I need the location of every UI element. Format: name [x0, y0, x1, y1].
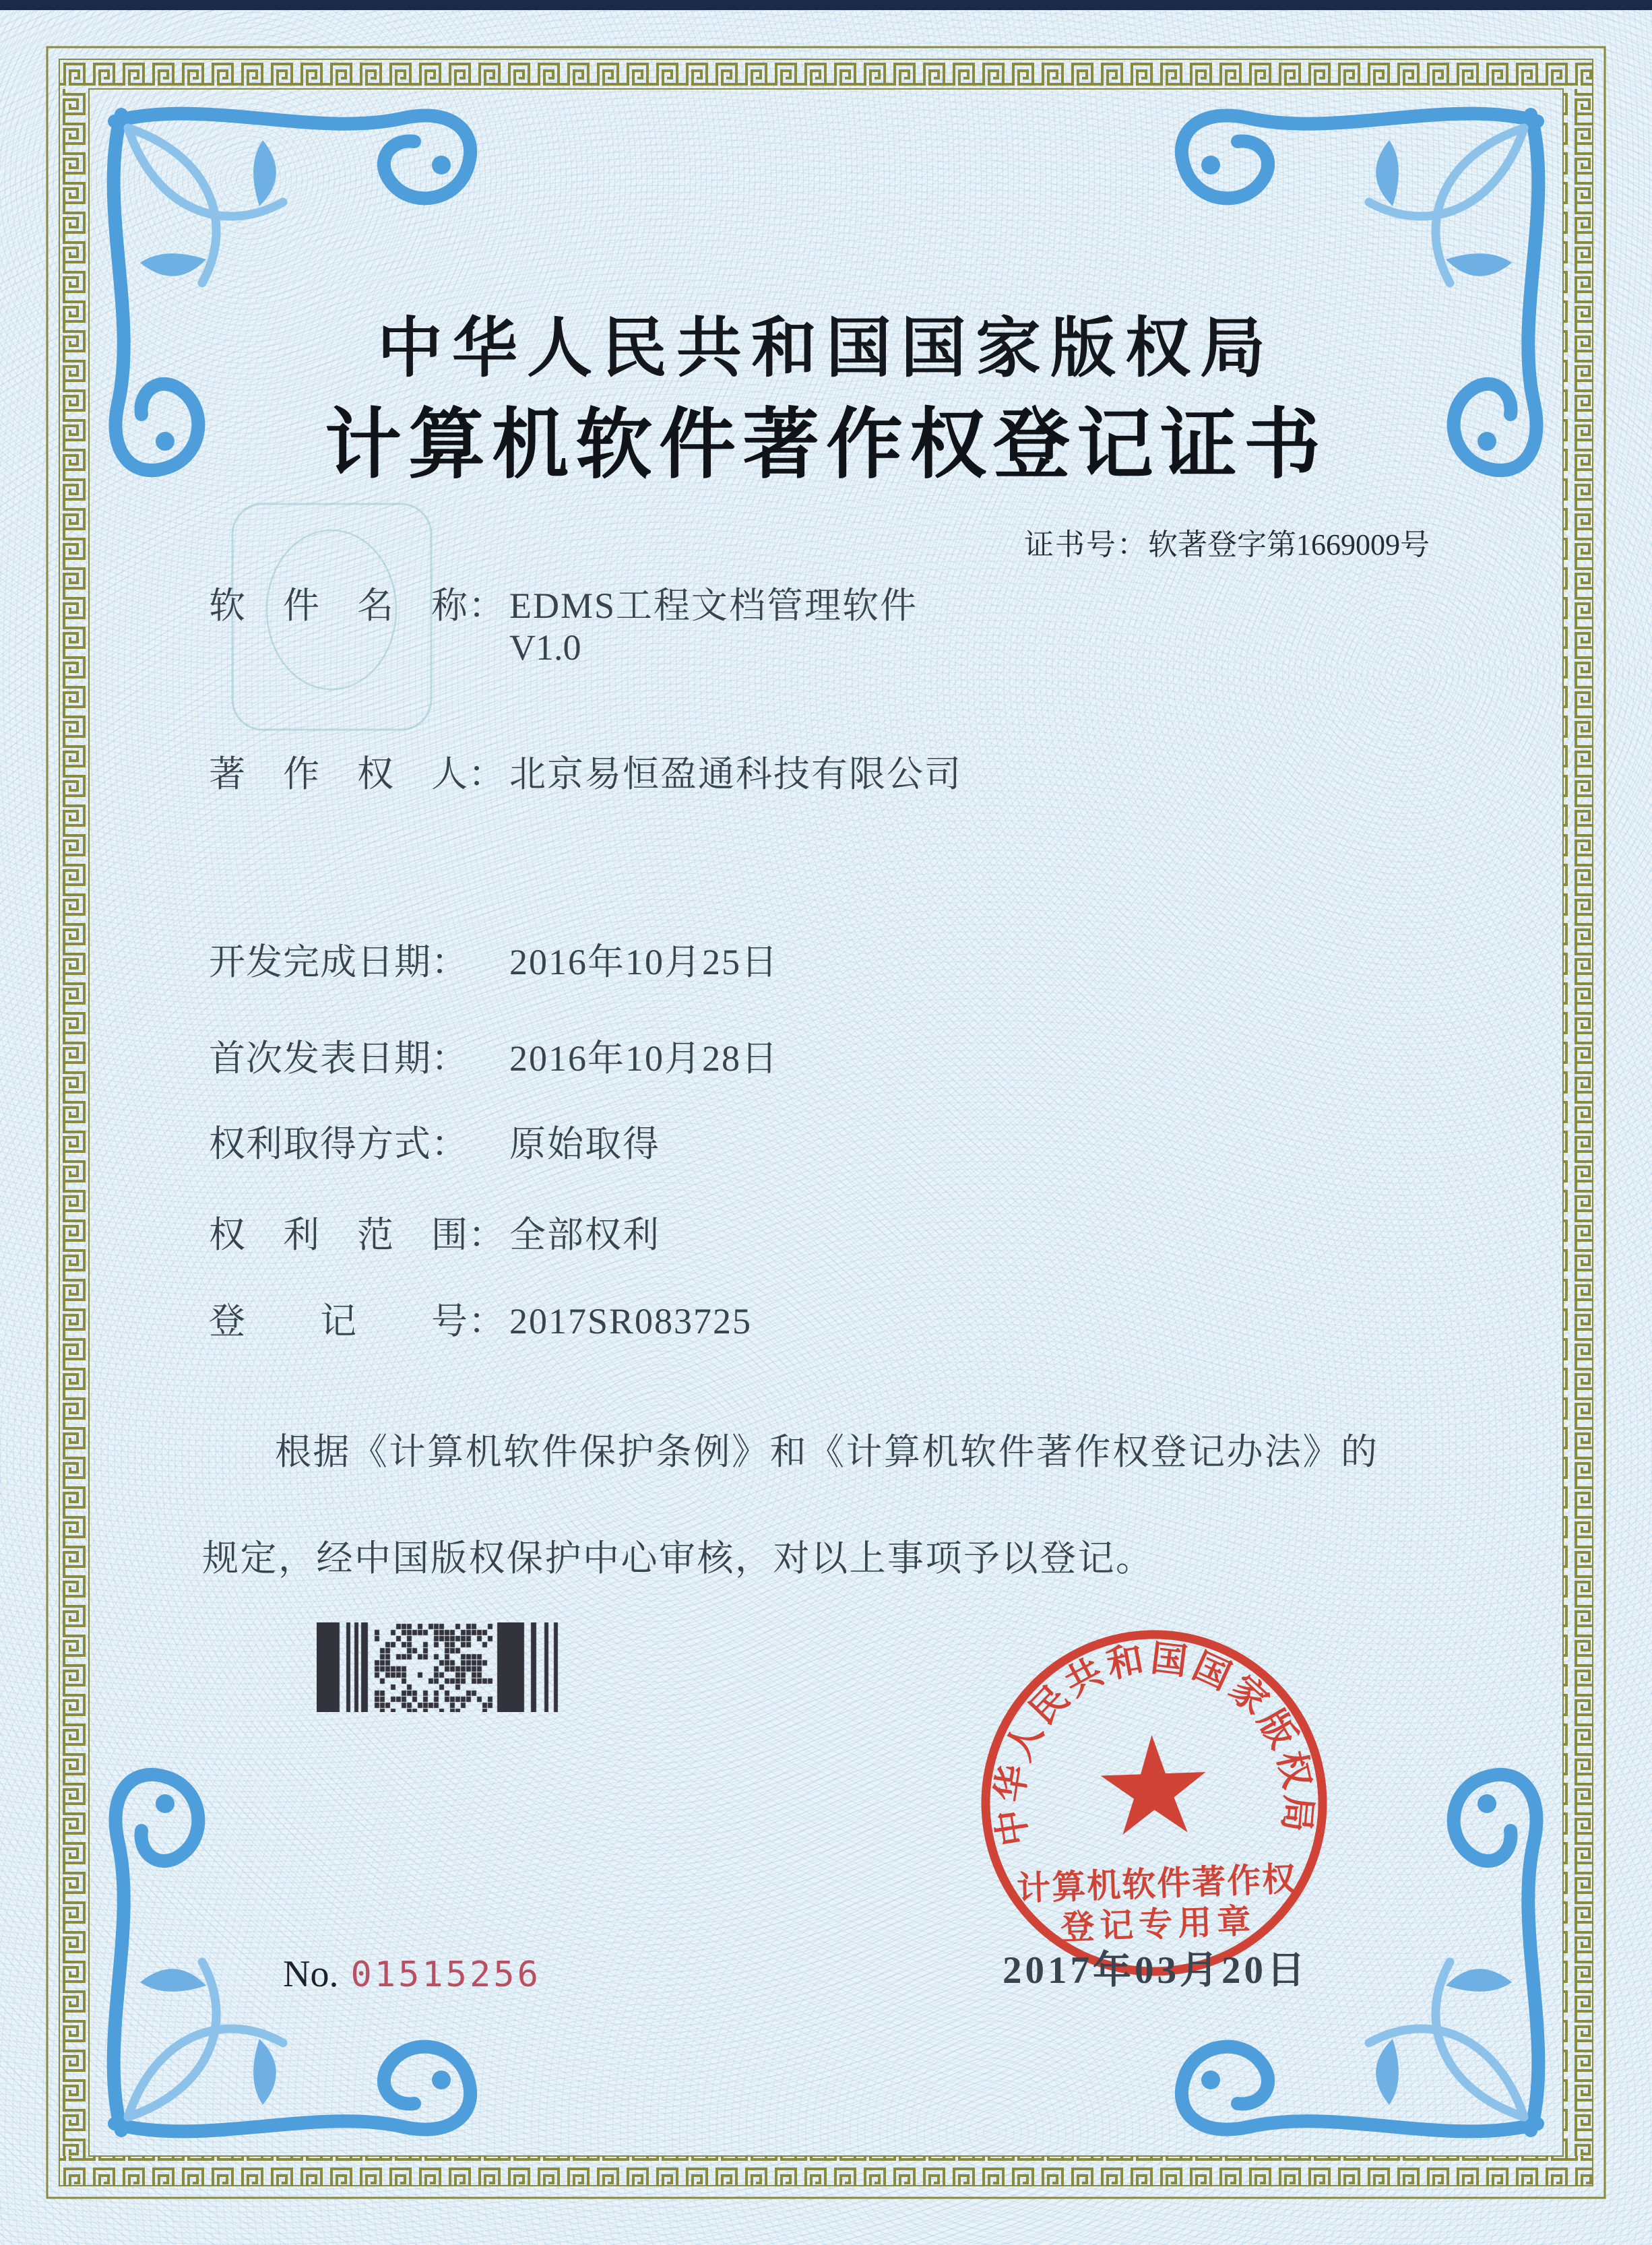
- certificate-number-row: [1024, 520, 1430, 563]
- statement-line-1: 根据《计算机软件保护条例》和《计算机软件著作权登记办法》的: [275, 1432, 1379, 1472]
- registration-date: 2017年03月20日: [1003, 1949, 1308, 1992]
- barcode-2d: [317, 1622, 559, 1712]
- field-label: 权 利 范 围：: [209, 1215, 505, 1255]
- seal-ring-text: 中华人民共和国国家版权局: [989, 1638, 1319, 1849]
- field-value: 原始取得: [509, 1124, 660, 1164]
- certificate-title: 计算机软件著作权登记证书: [324, 402, 1327, 488]
- field-software-version: V1.0: [509, 627, 581, 668]
- field-row-rights-acquisition: [209, 1115, 660, 1167]
- field-row-completion-date: [209, 933, 779, 985]
- field-value: 2016年10月25日: [509, 942, 779, 982]
- field-label: 登 记 号：: [209, 1301, 505, 1341]
- field-label: 开发完成日期：: [209, 942, 468, 982]
- serial-number-label: No.: [283, 1953, 339, 1995]
- field-row-software-name: [209, 577, 918, 629]
- serial-number-row: [283, 1953, 541, 1996]
- serial-number-value: 01515256: [350, 1955, 541, 1995]
- field-row-first-publication-date: [209, 1030, 779, 1081]
- field-value: 北京易恒盈通科技有限公司: [509, 754, 962, 794]
- field-row-rights-scope: [209, 1206, 660, 1258]
- field-label: 首次发表日期：: [209, 1038, 468, 1079]
- field-value: EDMS工程文档管理软件: [509, 586, 918, 626]
- field-value: 2017SR083725: [509, 1301, 753, 1341]
- scan-edge-strip: [0, 0, 1652, 10]
- seal-line-2: 登记专用章: [1060, 1901, 1257, 1947]
- certificate-number-label: 证书号：: [1024, 528, 1148, 561]
- field-value: 2016年10月28日: [509, 1038, 779, 1079]
- seal-line-1: 计算机软件著作权: [1016, 1860, 1298, 1908]
- field-label: 权利取得方式：: [209, 1124, 468, 1164]
- certificate-number-value: 软著登字第1669009号: [1148, 528, 1430, 561]
- field-label: 软 件 名 称：: [209, 586, 505, 626]
- authority-title: 中华人民共和国国家版权局: [377, 313, 1275, 385]
- seal-star-icon: [1100, 1733, 1208, 1835]
- field-value: 全部权利: [509, 1215, 660, 1255]
- field-label: 著 作 权 人：: [209, 754, 505, 794]
- field-row-registration-number: [209, 1292, 752, 1344]
- field-row-copyright-owner: [209, 745, 962, 797]
- statement-line-2: 规定，经中国版权保护中心审核，对以上事项予以登记。: [202, 1538, 1154, 1579]
